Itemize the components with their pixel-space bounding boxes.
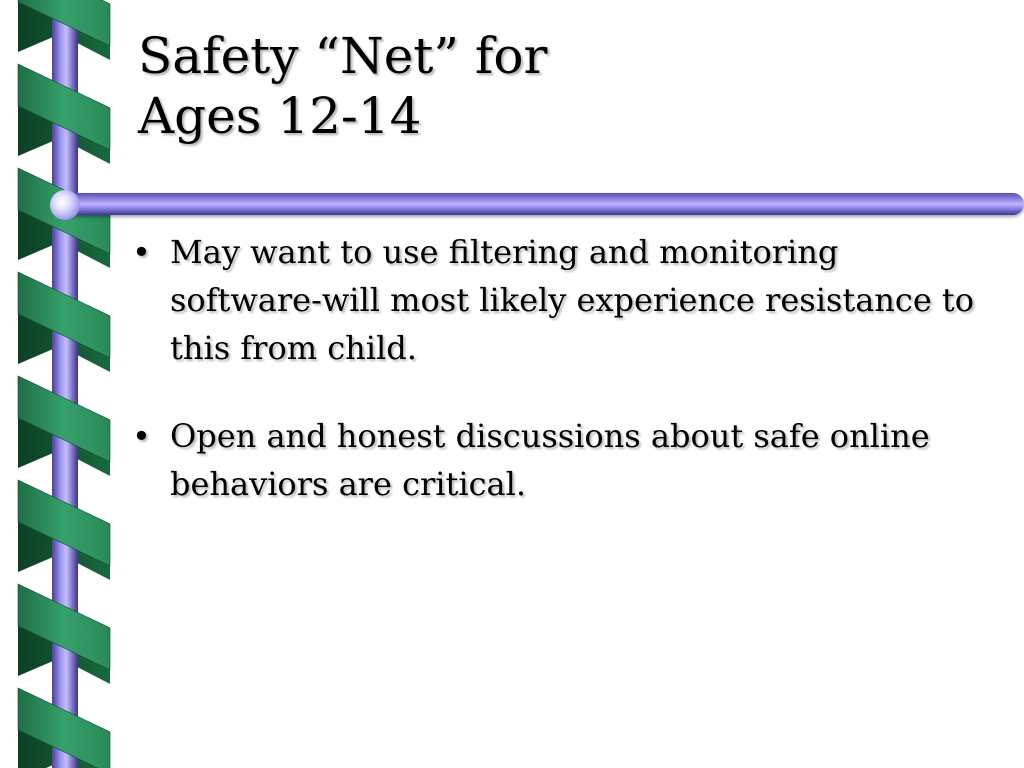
bullet-dot: •	[132, 233, 151, 271]
bullet-text: Open and honest discussions about safe online behaviors are critical.	[170, 417, 930, 503]
bullet-text: May want to use filtering and monitoring software-will most likely experience resistance to this from child.	[170, 233, 975, 367]
bullet-item	[132, 412, 992, 508]
bullet-dot: •	[132, 417, 151, 455]
horizontal-divider-rod	[54, 193, 1024, 215]
green-ribbon-decoration	[0, 0, 120, 768]
slide-title	[138, 26, 547, 146]
bullet-item	[132, 228, 992, 372]
title-line-1: Safety “Net” for	[138, 27, 548, 85]
bullet-list	[132, 228, 992, 548]
title-line-2: Ages 12-14	[138, 87, 422, 145]
rod-knob	[50, 190, 80, 220]
